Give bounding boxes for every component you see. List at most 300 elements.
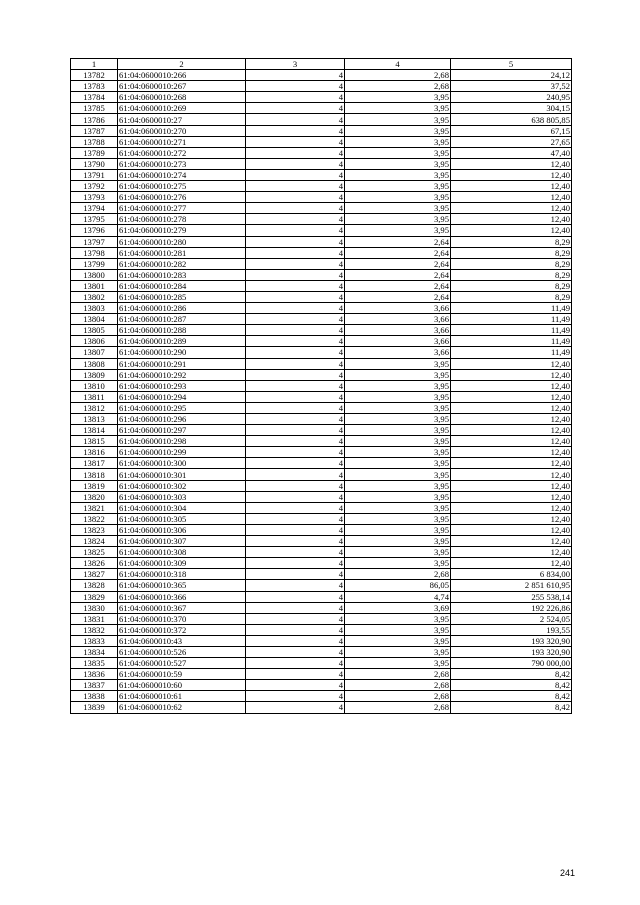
rate-value-cell: 3,95: [345, 547, 451, 558]
amount-value-cell: 11,49: [451, 336, 572, 347]
row-number-cell: 13787: [71, 125, 118, 136]
rate-value-cell: 3,95: [345, 480, 451, 491]
rate-value-cell: 3,95: [345, 513, 451, 524]
rate-value-cell: 2,64: [345, 258, 451, 269]
cadastral-number-cell: 61:04:0600010:291: [118, 358, 246, 369]
cadastral-number-cell: 61:04:0600010:283: [118, 269, 246, 280]
row-number-cell: 13795: [71, 214, 118, 225]
amount-value-cell: 67,15: [451, 125, 572, 136]
table-row: [71, 125, 572, 136]
cadastral-number-cell: 61:04:0600010:295: [118, 402, 246, 413]
cadastral-number-cell: 61:04:0600010:294: [118, 391, 246, 402]
cadastral-number-cell: 61:04:0600010:271: [118, 136, 246, 147]
row-number-cell: 13804: [71, 314, 118, 325]
amount-value-cell: 2 524,05: [451, 613, 572, 624]
table-row: [71, 325, 572, 336]
table-row: [71, 513, 572, 524]
cadastral-number-cell: 61:04:0600010:62: [118, 702, 246, 713]
cadastral-number-cell: 61:04:0600010:286: [118, 303, 246, 314]
category-value-cell: 4: [246, 125, 345, 136]
category-value-cell: 4: [246, 702, 345, 713]
table-row: [71, 569, 572, 580]
amount-value-cell: 12,40: [451, 369, 572, 380]
column-header-3: 3: [246, 59, 345, 70]
rate-value-cell: 3,66: [345, 347, 451, 358]
amount-value-cell: 12,40: [451, 425, 572, 436]
cadastral-number-cell: 61:04:0600010:277: [118, 203, 246, 214]
row-number-cell: 13808: [71, 358, 118, 369]
table-row: [71, 181, 572, 192]
amount-value-cell: 193 320,90: [451, 646, 572, 657]
row-number-cell: 13839: [71, 702, 118, 713]
category-value-cell: 4: [246, 680, 345, 691]
row-number-cell: 13806: [71, 336, 118, 347]
table-row: [71, 613, 572, 624]
table-header-row: [71, 59, 572, 70]
cadastral-number-cell: 61:04:0600010:288: [118, 325, 246, 336]
amount-value-cell: 12,40: [451, 225, 572, 236]
row-number-cell: 13837: [71, 680, 118, 691]
amount-value-cell: 47,40: [451, 147, 572, 158]
row-number-cell: 13826: [71, 558, 118, 569]
table-row: [71, 624, 572, 635]
row-number-cell: 13836: [71, 669, 118, 680]
cadastral-number-cell: 61:04:0600010:293: [118, 380, 246, 391]
cadastral-number-cell: 61:04:0600010:301: [118, 469, 246, 480]
cadastral-number-cell: 61:04:0600010:272: [118, 147, 246, 158]
table-row: [71, 280, 572, 291]
cadastral-number-cell: 61:04:0600010:296: [118, 414, 246, 425]
table-row: [71, 602, 572, 613]
row-number-cell: 13812: [71, 402, 118, 413]
rate-value-cell: 3,95: [345, 624, 451, 635]
amount-value-cell: 12,40: [451, 480, 572, 491]
table-row: [71, 192, 572, 203]
row-number-cell: 13792: [71, 181, 118, 192]
row-number-cell: 13783: [71, 81, 118, 92]
rate-value-cell: 3,95: [345, 425, 451, 436]
category-value-cell: 4: [246, 291, 345, 302]
table-row: [71, 225, 572, 236]
cadastral-number-cell: 61:04:0600010:306: [118, 524, 246, 535]
rate-value-cell: 3,66: [345, 314, 451, 325]
table-row: [71, 702, 572, 713]
cadastral-number-cell: 61:04:0600010:289: [118, 336, 246, 347]
category-value-cell: 4: [246, 536, 345, 547]
amount-value-cell: 11,49: [451, 325, 572, 336]
rate-value-cell: 3,95: [345, 458, 451, 469]
amount-value-cell: 12,40: [451, 181, 572, 192]
cadastral-number-cell: 61:04:0600010:278: [118, 214, 246, 225]
table-row: [71, 347, 572, 358]
rate-value-cell: 3,95: [345, 225, 451, 236]
amount-value-cell: 12,40: [451, 502, 572, 513]
amount-value-cell: 12,40: [451, 458, 572, 469]
table-row: [71, 291, 572, 302]
rate-value-cell: 2,68: [345, 81, 451, 92]
cadastral-number-cell: 61:04:0600010:300: [118, 458, 246, 469]
amount-value-cell: 193,55: [451, 624, 572, 635]
row-number-cell: 13833: [71, 635, 118, 646]
column-header-5: 5: [451, 59, 572, 70]
table-row: [71, 436, 572, 447]
row-number-cell: 13814: [71, 425, 118, 436]
category-value-cell: 4: [246, 691, 345, 702]
amount-value-cell: 304,15: [451, 103, 572, 114]
category-value-cell: 4: [246, 425, 345, 436]
rate-value-cell: 3,95: [345, 402, 451, 413]
amount-value-cell: 8,42: [451, 702, 572, 713]
category-value-cell: 4: [246, 269, 345, 280]
amount-value-cell: 12,40: [451, 158, 572, 169]
cadastral-number-cell: 61:04:0600010:372: [118, 624, 246, 635]
table-row: [71, 136, 572, 147]
category-value-cell: 4: [246, 469, 345, 480]
cadastral-number-cell: 61:04:0600010:292: [118, 369, 246, 380]
amount-value-cell: 12,40: [451, 558, 572, 569]
amount-value-cell: 12,40: [451, 414, 572, 425]
rate-value-cell: 3,95: [345, 125, 451, 136]
cadastral-number-cell: 61:04:0600010:290: [118, 347, 246, 358]
cadastral-number-cell: 61:04:0600010:274: [118, 169, 246, 180]
category-value-cell: 4: [246, 591, 345, 602]
category-value-cell: 4: [246, 436, 345, 447]
category-value-cell: 4: [246, 624, 345, 635]
row-number-cell: 13835: [71, 658, 118, 669]
amount-value-cell: 12,40: [451, 358, 572, 369]
amount-value-cell: 12,40: [451, 491, 572, 502]
rate-value-cell: 3,66: [345, 325, 451, 336]
row-number-cell: 13788: [71, 136, 118, 147]
rate-value-cell: 3,95: [345, 136, 451, 147]
page-number: 241: [560, 868, 576, 878]
table-row: [71, 236, 572, 247]
rate-value-cell: 3,95: [345, 358, 451, 369]
column-header-4: 4: [345, 59, 451, 70]
row-number-cell: 13805: [71, 325, 118, 336]
amount-value-cell: 8,42: [451, 691, 572, 702]
category-value-cell: 4: [246, 236, 345, 247]
row-number-cell: 13799: [71, 258, 118, 269]
amount-value-cell: 11,49: [451, 314, 572, 325]
table-row: [71, 358, 572, 369]
amount-value-cell: 37,52: [451, 81, 572, 92]
amount-value-cell: 8,29: [451, 247, 572, 258]
category-value-cell: 4: [246, 602, 345, 613]
cadastral-number-cell: 61:04:0600010:276: [118, 192, 246, 203]
row-number-cell: 13797: [71, 236, 118, 247]
row-number-cell: 13801: [71, 280, 118, 291]
category-value-cell: 4: [246, 70, 345, 81]
table-row: [71, 214, 572, 225]
row-number-cell: 13818: [71, 469, 118, 480]
row-number-cell: 13829: [71, 591, 118, 602]
category-value-cell: 4: [246, 480, 345, 491]
rate-value-cell: 3,95: [345, 524, 451, 535]
amount-value-cell: 11,49: [451, 347, 572, 358]
category-value-cell: 4: [246, 547, 345, 558]
category-value-cell: 4: [246, 169, 345, 180]
amount-value-cell: 12,40: [451, 192, 572, 203]
amount-value-cell: 8,42: [451, 669, 572, 680]
table-row: [71, 380, 572, 391]
rate-value-cell: 3,95: [345, 613, 451, 624]
category-value-cell: 4: [246, 635, 345, 646]
column-header-1: 1: [71, 59, 118, 70]
cadastral-number-cell: 61:04:0600010:270: [118, 125, 246, 136]
amount-value-cell: 12,40: [451, 169, 572, 180]
rate-value-cell: 86,05: [345, 580, 451, 591]
rate-value-cell: 2,68: [345, 669, 451, 680]
row-number-cell: 13798: [71, 247, 118, 258]
table-row: [71, 558, 572, 569]
amount-value-cell: 12,40: [451, 391, 572, 402]
amount-value-cell: 240,95: [451, 92, 572, 103]
category-value-cell: 4: [246, 558, 345, 569]
row-number-cell: 13821: [71, 502, 118, 513]
amount-value-cell: 12,40: [451, 380, 572, 391]
rate-value-cell: 3,95: [345, 92, 451, 103]
cadastral-number-cell: 61:04:0600010:267: [118, 81, 246, 92]
row-number-cell: 13790: [71, 158, 118, 169]
category-value-cell: 4: [246, 414, 345, 425]
cadastral-number-cell: 61:04:0600010:303: [118, 491, 246, 502]
rate-value-cell: 3,95: [345, 192, 451, 203]
rate-value-cell: 3,95: [345, 114, 451, 125]
amount-value-cell: 12,40: [451, 469, 572, 480]
column-header-2: 2: [118, 59, 246, 70]
table-row: [71, 458, 572, 469]
cadastral-number-cell: 61:04:0600010:370: [118, 613, 246, 624]
amount-value-cell: 8,29: [451, 280, 572, 291]
table-body: [71, 70, 572, 713]
table-row: [71, 203, 572, 214]
row-number-cell: 13824: [71, 536, 118, 547]
rate-value-cell: 2,68: [345, 70, 451, 81]
table-row: [71, 425, 572, 436]
amount-value-cell: 255 538,14: [451, 591, 572, 602]
row-number-cell: 13813: [71, 414, 118, 425]
rate-value-cell: 3,95: [345, 181, 451, 192]
amount-value-cell: 192 226,86: [451, 602, 572, 613]
amount-value-cell: 8,29: [451, 291, 572, 302]
amount-value-cell: 12,40: [451, 402, 572, 413]
rate-value-cell: 2,68: [345, 569, 451, 580]
row-number-cell: 13784: [71, 92, 118, 103]
table-row: [71, 269, 572, 280]
cadastral-number-cell: 61:04:0600010:365: [118, 580, 246, 591]
category-value-cell: 4: [246, 192, 345, 203]
row-number-cell: 13789: [71, 147, 118, 158]
rate-value-cell: 3,95: [345, 558, 451, 569]
category-value-cell: 4: [246, 358, 345, 369]
cadastral-number-cell: 61:04:0600010:285: [118, 291, 246, 302]
rate-value-cell: 2,64: [345, 247, 451, 258]
category-value-cell: 4: [246, 203, 345, 214]
row-number-cell: 13825: [71, 547, 118, 558]
rate-value-cell: 2,68: [345, 691, 451, 702]
rate-value-cell: 3,95: [345, 369, 451, 380]
amount-value-cell: 24,12: [451, 70, 572, 81]
rate-value-cell: 3,95: [345, 447, 451, 458]
category-value-cell: 4: [246, 669, 345, 680]
amount-value-cell: 8,42: [451, 680, 572, 691]
row-number-cell: 13782: [71, 70, 118, 81]
category-value-cell: 4: [246, 380, 345, 391]
row-number-cell: 13823: [71, 524, 118, 535]
cadastral-number-cell: 61:04:0600010:309: [118, 558, 246, 569]
row-number-cell: 13831: [71, 613, 118, 624]
rate-value-cell: 3,95: [345, 646, 451, 657]
rate-value-cell: 3,95: [345, 536, 451, 547]
cadastral-number-cell: 61:04:0600010:367: [118, 602, 246, 613]
category-value-cell: 4: [246, 569, 345, 580]
category-value-cell: 4: [246, 81, 345, 92]
row-number-cell: 13794: [71, 203, 118, 214]
table-row: [71, 147, 572, 158]
rate-value-cell: 3,95: [345, 658, 451, 669]
row-number-cell: 13816: [71, 447, 118, 458]
row-number-cell: 13796: [71, 225, 118, 236]
rate-value-cell: 3,95: [345, 469, 451, 480]
category-value-cell: 4: [246, 580, 345, 591]
rate-value-cell: 2,64: [345, 269, 451, 280]
cadastral-number-cell: 61:04:0600010:304: [118, 502, 246, 513]
row-number-cell: 13815: [71, 436, 118, 447]
category-value-cell: 4: [246, 225, 345, 236]
rate-value-cell: 3,95: [345, 414, 451, 425]
table-row: [71, 169, 572, 180]
cadastral-number-cell: 61:04:0600010:43: [118, 635, 246, 646]
table-row: [71, 81, 572, 92]
rate-value-cell: 3,66: [345, 303, 451, 314]
rate-value-cell: 3,95: [345, 203, 451, 214]
cadastral-number-cell: 61:04:0600010:280: [118, 236, 246, 247]
amount-value-cell: 790 000,00: [451, 658, 572, 669]
category-value-cell: 4: [246, 613, 345, 624]
table-row: [71, 447, 572, 458]
row-number-cell: 13786: [71, 114, 118, 125]
cadastral-number-cell: 61:04:0600010:60: [118, 680, 246, 691]
rate-value-cell: 3,95: [345, 214, 451, 225]
rate-value-cell: 3,66: [345, 336, 451, 347]
row-number-cell: 13785: [71, 103, 118, 114]
table-row: [71, 92, 572, 103]
table-row: [71, 314, 572, 325]
row-number-cell: 13802: [71, 291, 118, 302]
category-value-cell: 4: [246, 147, 345, 158]
table-row: [71, 502, 572, 513]
rate-value-cell: 2,64: [345, 291, 451, 302]
table-row: [71, 680, 572, 691]
category-value-cell: 4: [246, 646, 345, 657]
category-value-cell: 4: [246, 325, 345, 336]
category-value-cell: 4: [246, 447, 345, 458]
cadastral-number-cell: 61:04:0600010:284: [118, 280, 246, 291]
rate-value-cell: 3,95: [345, 502, 451, 513]
cadastral-number-cell: 61:04:0600010:527: [118, 658, 246, 669]
table-row: [71, 369, 572, 380]
category-value-cell: 4: [246, 303, 345, 314]
rate-value-cell: 3,95: [345, 147, 451, 158]
cadastral-number-cell: 61:04:0600010:299: [118, 447, 246, 458]
table-row: [71, 646, 572, 657]
rate-value-cell: 3,95: [345, 391, 451, 402]
rate-value-cell: 2,64: [345, 280, 451, 291]
rate-value-cell: 3,95: [345, 491, 451, 502]
table-row: [71, 402, 572, 413]
rate-value-cell: 3,69: [345, 602, 451, 613]
table-row: [71, 547, 572, 558]
table-row: [71, 158, 572, 169]
row-number-cell: 13827: [71, 569, 118, 580]
row-number-cell: 13838: [71, 691, 118, 702]
category-value-cell: 4: [246, 314, 345, 325]
cadastral-number-cell: 61:04:0600010:279: [118, 225, 246, 236]
row-number-cell: 13832: [71, 624, 118, 635]
rate-value-cell: 2,68: [345, 680, 451, 691]
row-number-cell: 13791: [71, 169, 118, 180]
category-value-cell: 4: [246, 658, 345, 669]
category-value-cell: 4: [246, 402, 345, 413]
amount-value-cell: 193 320,90: [451, 635, 572, 646]
amount-value-cell: 12,40: [451, 513, 572, 524]
table-row: [71, 691, 572, 702]
row-number-cell: 13830: [71, 602, 118, 613]
row-number-cell: 13800: [71, 269, 118, 280]
category-value-cell: 4: [246, 114, 345, 125]
rate-value-cell: 3,95: [345, 436, 451, 447]
table-row: [71, 303, 572, 314]
table-row: [71, 658, 572, 669]
cadastral-number-cell: 61:04:0600010:305: [118, 513, 246, 524]
cadastral-number-cell: 61:04:0600010:268: [118, 92, 246, 103]
amount-value-cell: 6 834,00: [451, 569, 572, 580]
amount-value-cell: 2 851 610,95: [451, 580, 572, 591]
table-row: [71, 669, 572, 680]
table-row: [71, 70, 572, 81]
cadastral-number-cell: 61:04:0600010:61: [118, 691, 246, 702]
cadastral-number-cell: 61:04:0600010:287: [118, 314, 246, 325]
cadastral-number-cell: 61:04:0600010:297: [118, 425, 246, 436]
category-value-cell: 4: [246, 214, 345, 225]
category-value-cell: 4: [246, 247, 345, 258]
amount-value-cell: 12,40: [451, 214, 572, 225]
cadastral-number-cell: 61:04:0600010:27: [118, 114, 246, 125]
table-row: [71, 103, 572, 114]
table-row: [71, 524, 572, 535]
table-row: [71, 247, 572, 258]
rate-value-cell: 2,68: [345, 702, 451, 713]
table-row: [71, 536, 572, 547]
row-number-cell: 13807: [71, 347, 118, 358]
amount-value-cell: 12,40: [451, 547, 572, 558]
cadastral-number-cell: 61:04:0600010:298: [118, 436, 246, 447]
table-row: [71, 258, 572, 269]
cadastral-number-cell: 61:04:0600010:266: [118, 70, 246, 81]
row-number-cell: 13834: [71, 646, 118, 657]
table-row: [71, 580, 572, 591]
amount-value-cell: 27,65: [451, 136, 572, 147]
row-number-cell: 13817: [71, 458, 118, 469]
row-number-cell: 13793: [71, 192, 118, 203]
rate-value-cell: 2,64: [345, 236, 451, 247]
table-row: [71, 469, 572, 480]
category-value-cell: 4: [246, 280, 345, 291]
cadastral-number-cell: 61:04:0600010:281: [118, 247, 246, 258]
cadastral-number-cell: 61:04:0600010:366: [118, 591, 246, 602]
cadastral-number-cell: 61:04:0600010:318: [118, 569, 246, 580]
